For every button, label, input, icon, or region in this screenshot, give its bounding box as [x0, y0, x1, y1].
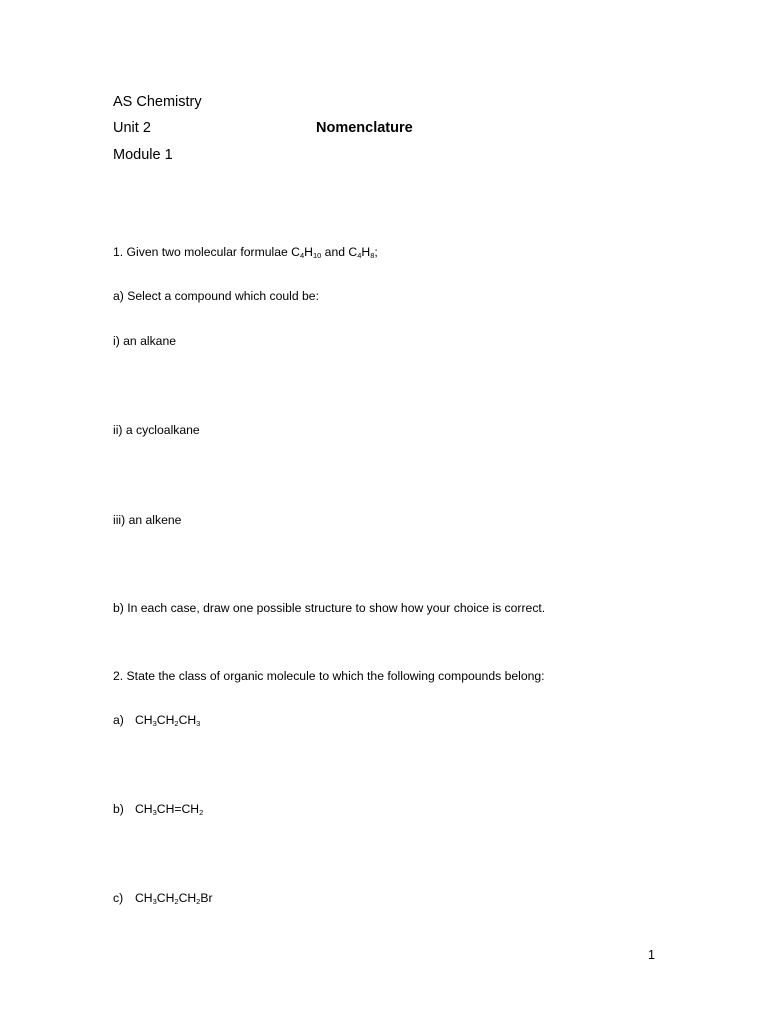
formula-ch3ch2ch2br: $CH_3CH_2CH_2Br$: [135, 891, 213, 906]
question-1-intro: [113, 245, 378, 259]
question-1-sub-ii: ii) a cycloalkane: [113, 423, 200, 437]
item-label: c): [113, 891, 124, 905]
item-label: a): [113, 713, 124, 727]
question-2-item-a: [113, 713, 200, 727]
question-2-item-c: [113, 891, 213, 905]
module-label: Module 1: [113, 147, 173, 163]
question-1-part-b: b) In each case, draw one possible structure to show how your choice is correct.: [113, 601, 546, 615]
q1-intro-suffix: ;: [374, 245, 378, 259]
item-label: b): [113, 802, 124, 816]
question-2-intro: 2. State the class of organic molecule to which the following compounds belong:: [113, 669, 545, 683]
q1-intro-prefix: 1. Given two molecular formulae: [113, 245, 292, 259]
unit-label: Unit 2: [113, 120, 151, 136]
course-title: AS Chemistry: [113, 94, 202, 110]
q1-and: and: [321, 245, 349, 259]
page-number: 1: [648, 948, 655, 962]
formula-c4h10: $C_4H_{10}$: [291, 245, 322, 260]
question-1-sub-iii: iii) an alkene: [113, 513, 182, 527]
question-2-item-b: [113, 802, 203, 816]
question-1-part-a: a) Select a compound which could be:: [113, 289, 319, 303]
page-title: Nomenclature: [316, 120, 413, 136]
formula-c4h8: $C_4H_8$: [348, 245, 375, 260]
formula-ch3ch2ch3: $CH_3CH_2CH_3$: [135, 713, 201, 728]
question-1-sub-i: i) an alkane: [113, 334, 177, 348]
formula-ch3chch2: $CH_3CH=CH_2$: [135, 802, 204, 817]
